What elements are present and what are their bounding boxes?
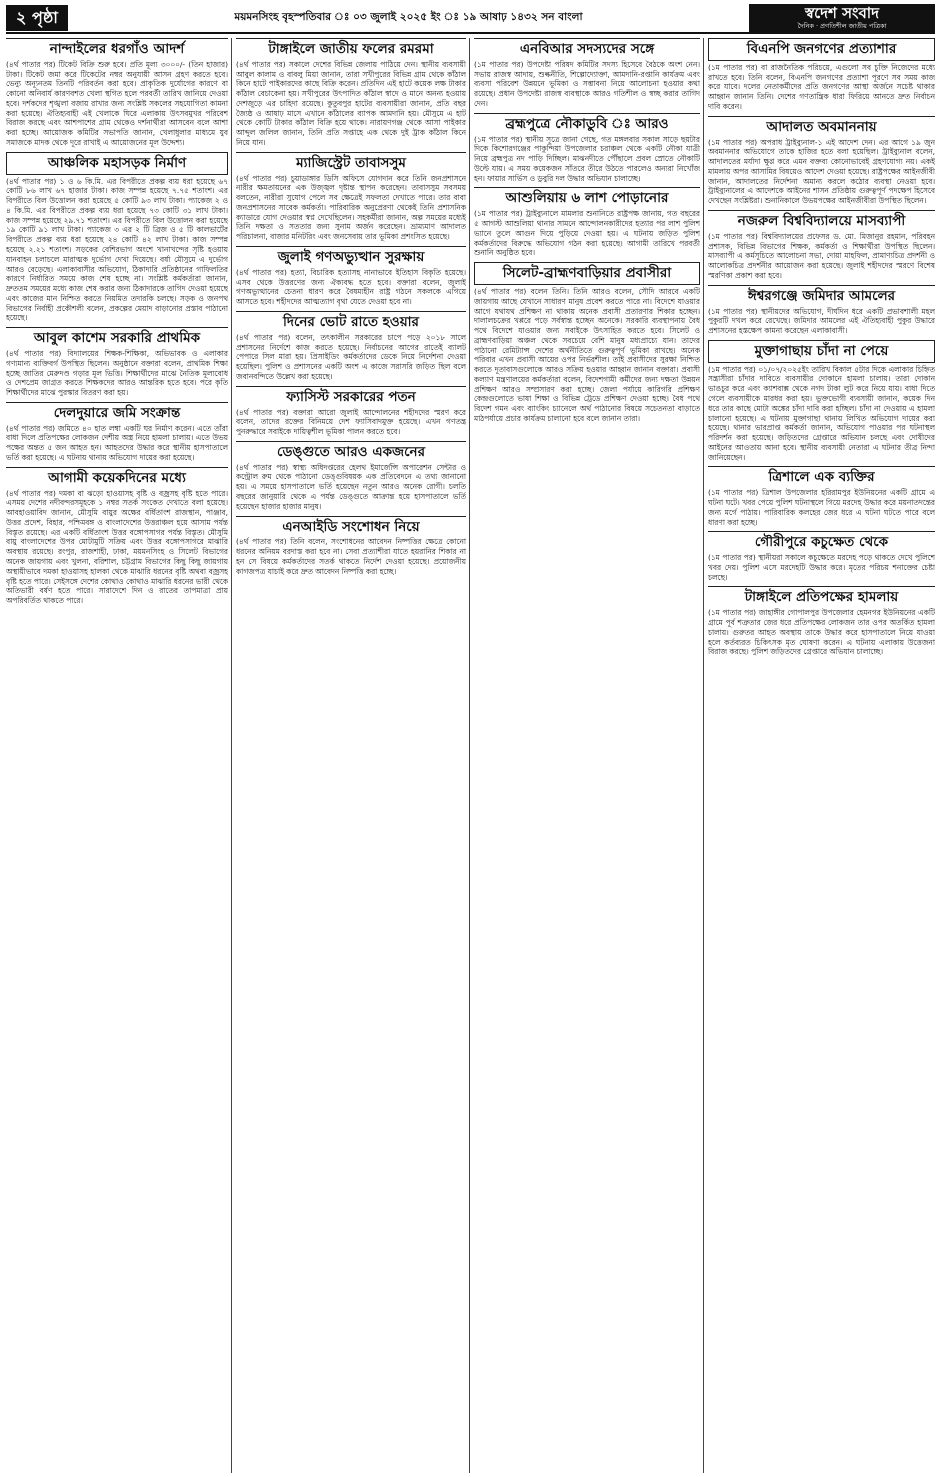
story-body: (১ম পাতার পর) বা রাজনৈতিক পরিচয়ে, এগুলো সব চুক্তি নিজেদের মধ্যে রাখতে হবে। তিনি বলেন, বিএনপি জনগণের প্রত্যাশা পূরণে সব সময় কাজ করে যাবে। দলের নেতাকর্মীদের প্রতি জনগণের আস্থা অর্জনে সচেষ্ট থাকার আহ্বান জানান তিনি। দেশের গণতান্ত্রিক ধারা ফিরিয়ে আনতে দ্রুত নির্বাচন দাবি করেন। [708,62,935,111]
story-body: (১ম পাতার পর) ট্রাইব্যুনালে মামলার শুনানিতে রাষ্ট্রপক্ষ জানায়, গত বছরের ৫ আগস্ট আশুলিয়া থানার সামনে আন্দোলনকারীদের হত্যার পর লাশ পুলিশ ভ্যানে তুলে আগুন দিয়ে পুড়িয়ে দেওয়া হয়। এ ঘটনায় জড়িত পুলিশ কর্মকর্তাদের বিরুদ্ধে অভিযোগ গঠন করা হয়েছে। আগামী তারিখে পরবর্তী শুনানি অনুষ্ঠিত হবে। [474,209,700,258]
story-body: (১ম পাতার পর) অপরাধ ট্রাইব্যুনাল-১ এই আদেশ দেন। এর আগে ১৯ জুন অবমাননার অভিযোগে তাকে হাজির হতে বলা হয়েছিল। ট্রাইব্যুনাল বলেন, আদালতের মর্যাদা ক্ষুণ্ণ করে এমন বক্তব্য কোনোভাবেই গ্রহণযোগ্য নয়। একই মামলায় অপর আসামির বিষয়েও আদেশ দেওয়া হয়েছে। রাষ্ট্রপক্ষের আইনজীবী জানান, আদালতের নির্দেশনা অমান্য করলে কঠোর ব্যবস্থা নেওয়া হবে। ট্রাইব্যুনালের এ আদেশকে আইনের শাসন প্রতিষ্ঠায় গুরুত্বপূর্ণ পদক্ষেপ হিসেবে দেখছেন সংশ্লিষ্টরা। শুনানিকালে উভয়পক্ষের আইনজীবীরা উপস্থিত ছিলেন। [708,137,935,206]
story-headline: ঈশ্বরগঞ্জে জমিদার আমলের [708,285,935,305]
story-headline: এনবিআর সদস্যদের সঙ্গে [474,38,700,58]
story-body: (৪র্থ পাতার পর) তিনি বলেন, সংশোধনের আবেদন নিষ্পত্তির ক্ষেত্রে কোনো ধরনের অনিয়ম বরদাস্ত করা হবে না। সেবা প্রত্যাশীরা যাতে হয়রানির শিকার না হন সে বিষয়ে কর্মকর্তাদের সতর্ক থাকতে নির্দেশ দেওয়া হয়েছে। প্রয়োজনীয় কাগজপত্র যাচাই করে দ্রুত আবেদন নিষ্পত্তি করা হচ্ছে। [236,537,466,576]
story-headline: ফ্যাসিস্ট সরকারের পতন [236,386,466,406]
story [708,531,935,582]
story-headline: ত্রিশালে এক ব্যক্তির [708,466,935,486]
story [474,262,700,424]
story [6,402,228,463]
story-headline: নান্দাইলের ধরগাঁও আদর্শ [6,38,228,58]
story [708,38,935,112]
story-headline: ব্রহ্মপুত্রে নৌকাডুবি ঃ আরও [474,113,700,133]
story-headline: আগামী কয়েকদিনের মধ্যে [6,467,228,487]
story [6,152,228,323]
story [474,187,700,258]
story-body: (৪র্থ পাতার পর) বলেন তিনি। তিনি আরও বলেন, সৌদি আরবে একটি জায়গায় আছে যেখানে সাধারণ মানুষ প্রবেশ করতে পারে না। বিদেশে যাওয়ার আগে যথাযথ প্রশিক্ষণ না থাকায় অনেক প্রবাসী প্রতারণার শিকার হচ্ছেন। দালালচক্রের খপ্পরে পড়ে সর্বস্বান্ত হচ্ছেন অনেকে। সরকারি ব্যবস্থাপনায় বৈধ পথে বিদেশে যাওয়ার জন্য সবাইকে উৎসাহিত করতে হবে। সিলেট ও ব্রাহ্মণবাড়িয়া অঞ্চল থেকে সবচেয়ে বেশি মানুষ মধ্যপ্রাচ্যে যান। তাদের পাঠানো রেমিট্যান্স দেশের অর্থনীতিতে গুরুত্বপূর্ণ ভূমিকা রাখছে। অনেক পরিবার এখন প্রবাসী আয়ের ওপর নির্ভরশীল। তাই প্রবাসীদের সুরক্ষা নিশ্চিত করতে দূতাবাসগুলোকে আরও সক্রিয় হওয়ার আহ্বান জানান বক্তারা। প্রবাসী কল্যাণ মন্ত্রণালয়ের কর্মকর্তারা বলেন, বিদেশগামী কর্মীদের জন্য দক্ষতা উন্নয়ন প্রশিক্ষণ আরও সম্প্রসারণ করা হচ্ছে। জেলা পর্যায়ে কারিগরি প্রশিক্ষণ কেন্দ্রগুলোতে ভাষা শিক্ষা ও বিভিন্ন ট্রেডে প্রশিক্ষণ দেওয়া হচ্ছে। বৈধ পথে বিদেশ গমন এবং ব্যাংকিং চ্যানেলে অর্থ পাঠানোর বিষয়ে সচেতনতা বাড়াতে মাঠপর্যায়ে প্রচার কার্যক্রম চালানো হবে বলে জানান তারা। [474,286,700,423]
column-2 [236,38,466,1473]
column-4 [708,38,935,1473]
story-headline: এনআইডি সংশোধন নিয়ে [236,516,466,536]
story-headline: দেলদুয়ারে জমি সংক্রান্ত [6,402,228,422]
story [474,113,700,184]
newspaper-logo [749,4,935,32]
story-headline: টাঙ্গাইলে প্রতিপক্ষের হামলায় [708,586,935,606]
story [474,38,700,109]
story-body: (১ম পাতার পর) উপদেষ্টা পরিষদ কমিটির সদস্য হিসেবে বৈঠকে অংশ নেন। সভায় রাজস্ব আদায়, শুল্কনীতি, শিল্পোদ্যোক্তা, আমদানি-রপ্তানি কার্যক্রম এবং ব্যবসা পরিবেশ উন্নয়নে ভূমিকা ও সম্ভাবনা নিয়ে আলোচনা হওয়ার কথা রয়েছে। প্রধান উপদেষ্টা রাজস্ব ব্যবস্থাকে আরও গতিশীল ও স্বচ্ছ করার তাগিদ দেন। [474,59,700,108]
story-headline: আদালত অবমাননায় [708,116,935,136]
story-headline: ম্যাজিস্ট্রেট তাবাসসুম [236,152,466,172]
column-3 [474,38,700,1473]
column-divider [469,38,470,1473]
story-body: (১ম পাতার পর) বিশ্ববিদ্যালয়ের প্রফেসর ড. মো. মিজানুর রহমান, পরিবহন প্রশাসক, বিভিন্ন বিভাগের শিক্ষক, কর্মকর্তা ও শিক্ষার্থীরা উপস্থিত ছিলেন। মাসব্যাপী এ কর্মসূচিতে আলোচনা সভা, দোয়া মাহফিল, প্রামাণ্যচিত্র প্রদর্শনী ও আলোকচিত্র প্রদর্শনীর আয়োজন করা হয়েছে। জুলাই শহীদদের স্মরণে বিশেষ স্মরণিকা প্রকাশ করা হবে। [708,231,935,280]
story-headline: জুলাই গণঅভ্যুত্থান সুরক্ষায় [236,246,466,266]
story-body: (১ম পাতার পর) জাহাঙ্গীর গোপালপুর উপজেলার হেমনগর ইউনিয়নের একটি গ্রামে পূর্ব শত্রুতার জের ধরে প্রতিপক্ষের লোকজন তার ওপর অতর্কিত হামলা চালায়। গুরুতর আহত অবস্থায় তাকে উদ্ধার করে হাসপাতালে নিয়ে যাওয়া হলে কর্তব্যরত চিকিৎসক মৃত ঘোষণা করেন। এ ঘটনায় এলাকায় উত্তেজনা বিরাজ করছে। পুলিশ জড়িতদের গ্রেপ্তারে অভিযান চালাচ্ছে। [708,608,935,657]
story [236,516,466,577]
story [236,152,466,242]
story [6,327,228,398]
story [236,38,466,148]
column-divider [703,38,704,1473]
story-body: (৪র্থ পাতার পর) ১ ও ৬ কি.মি. এর বিপরীতে প্রকল্প ব্যয় ধরা হয়েছে ৬৭ কোটি ৮৬ লাখ ৬৭ হাজার টাকা। কাজ সম্পন্ন হয়েছে ৭.৭৫ শতাংশ। এর বিপরীতে বিল উত্তোলন করা হয়েছে ৫ কোটি ৯৩ লাখ টাকা। প্যাকেজ ২ ও ৪ কি.মি. এর বিপরীতে প্রকল্প ব্যয় ধরা হয়েছে ৭৩ কোটি ৩১ লাখ টাকা। কাজ সম্পন্ন হয়েছে ২৯.৭১ শতাংশ। এর বিপরীতে বিল উত্তোলন করা হয়েছে ১৯ কোটি ৯১ লাখ টাকা। প্যাকেজ ৩ এর ২ টি ব্রিজ ও ৫ টি কালভার্টের বিপরীতে প্রকল্প ব্যয় ধরা হয়েছে ২৪ কোটি ৪২ লাখ টাকা। কাজ সম্পন্ন হয়েছে ২.২১ শতাংশ। সড়কের বেশিরভাগ অংশে খানাখন্দের সৃষ্টি হওয়ায় যানবাহন চলাচলে মারাত্মক দুর্ভোগ দেখা দিয়েছে। বর্ষা মৌসুমে এ দুর্ভোগ আরও বেড়েছে। এলাকাবাসীর অভিযোগ, ঠিকাদারি প্রতিষ্ঠানের গাফিলতির কারণে নির্ধারিত সময়ে কাজ শেষ হচ্ছে না। সংশ্লিষ্ট কর্মকর্তারা জানান, দ্রুততম সময়ের মধ্যে কাজ শেষ করার জন্য ঠিকাদারকে তাগিদ দেওয়া হয়েছে এবং কাজের মান নিশ্চিত করতে নিয়মিত তদারকি চলছে। সড়ক ও জনপথ বিভাগের নির্বাহী প্রকৌশলী বলেন, প্রকল্পের মেয়াদ বাড়ানোর প্রস্তাব পাঠানো হয়েছে। [6,176,228,323]
page-number-badge: ২ পৃষ্ঠা [6,5,68,31]
column-divider [231,38,232,1473]
story [236,441,466,512]
story [6,38,228,148]
story-headline: সিলেট-ব্রাহ্মণবাড়িয়ার প্রবাসীরা [474,262,700,285]
newspaper-tagline: দৈনিক · প্রগতিশীল জাতীয় পত্রিকা [797,22,887,31]
story-body: (৪র্থ পাতার পর) সকালে দেশের বিভিন্ন জেলায় পাঠিয়ে দেন। স্থানীয় ব্যবসায়ী আবুল কালাম ও বাবলু মিয়া জানান, তারা সখীপুরের বিভিন্ন গ্রাম থেকে কাঁঠাল কিনে হাটে পাইকারদের কাছে বিক্রি করেন। প্রতিদিন এই হাটে কয়েক লক্ষ টাকার কাঁঠাল বেচাকেনা হয়। সখীপুরের উৎপাদিত কাঁঠাল স্বাদে ও মানে অনন্য হওয়ায় দেশজুড়ে এর চাহিদা রয়েছে। কুতুবপুর হাটের ব্যবসায়ীরা জানান, প্রতি বছর জ্যৈষ্ঠ ও আষাঢ় মাসে এখানে কাঁঠালের ব্যাপক আমদানি হয়। মৌসুমে এ হাট থেকে কোটি টাকার কাঁঠাল বিক্রি হয়ে থাকে। নারায়ণগঞ্জ থেকে আসা পাইকার আব্দুল জলিল জানান, তিনি প্রতি সপ্তাহে এক থেকে দুই ট্রাক কাঁঠাল কিনে নিয়ে যান। [236,59,466,147]
story-headline: ডেঙ্গুতে আরও একজনের [236,441,466,461]
dateline: ময়মনসিংহ বৃহস্পতিবার ঃ ০৩ জুলাই ২০২৫ ইং ঃ ১৯ আষাঢ় ১৪৩২ সন বাংলা [234,10,583,23]
story-body: (১ম পাতার পর) ত্রিশাল উপজেলার হরিরামপুর ইউনিয়নের একটি গ্রামে এ ঘটনা ঘটে। খবর পেয়ে পুলিশ ঘটনাস্থলে গিয়ে মরদেহ উদ্ধার করে ময়নাতদন্তের জন্য মর্গে পাঠায়। পারিবারিক কলহের জের ধরে এ ঘটনা ঘটতে পারে বলে ধারণা করা হচ্ছে। [708,488,935,527]
story-headline: দিনের ভোট রাতে হওয়ার [236,311,466,331]
story-headline: নজরুল বিশ্ববিদ্যালয়ে মাসব্যাপী [708,210,935,230]
story [708,586,935,657]
story [708,210,935,281]
story-body: (৪র্থ পাতার পর) স্বাস্থ্য অধিদপ্তরের হেলথ ইমার্জেন্সি অপারেশন সেন্টার ও কন্ট্রোল রুম থেকে পাঠানো ডেঙ্গুবিষয়ক এক প্রতিবেদনে এ তথ্য জানানো হয়। এ সময়ে হাসপাতালে ভর্তি হয়েছেন নতুন আরও অনেক রোগী। চলতি বছরের জানুয়ারি থেকে এ পর্যন্ত ডেঙ্গুতে আক্রান্ত হয়ে হাসপাতালে ভর্তি হয়েছেন হাজার হাজার মানুষ। [236,462,466,511]
story-body: (১ম পাতার পর) স্থানীয়দের অভিযোগ, দীর্ঘদিন ধরে একটি প্রভাবশালী মহল পুকুরটি দখল করে রেখেছে। জমিদার আমলের এই ঐতিহ্যবাহী পুকুর উদ্ধারে প্রশাসনের হস্তক্ষেপ কামনা করেছেন এলাকাবাসী। [708,306,935,336]
story-body: (১ম পাতার পর) স্থানীয়রা সকালে কচুক্ষেতে মরদেহ পড়ে থাকতে দেখে পুলিশে খবর দেয়। পুলিশ এসে মরদেহটি উদ্ধার করে। মৃতের পরিচয় শনাক্তের চেষ্টা চলছে। [708,553,935,582]
story-body: (৪র্থ পাতার পর) বক্তারা আরো জুলাই আন্দোলনের শহীদদের স্মরণ করে বলেন, তাদের রক্তের বিনিময়ে দেশ ফ্যাসিবাদমুক্ত হয়েছে। এখন গণতন্ত্র পুনরুদ্ধারে সবাইকে দায়িত্বশীল ভূমিকা পালন করতে হবে। [236,407,466,437]
story-headline: টাঙ্গাইলে জাতীয় ফলের রমরমা [236,38,466,58]
story-headline: আঞ্চলিক মহাসড়ক নির্মাণ [6,152,228,175]
story-headline: আশুলিয়ায় ৬ লাশ পোড়ানোর [474,187,700,207]
story-body: (১ম পাতার পর) স্থানীয় সূত্রে জানা গেছে, গত মঙ্গলবার সকাল সাড়ে ছয়টার দিকে কিশোরগঞ্জের পাকুন্দিয়া উপজেলার চরাঞ্চল থেকে একটি নৌকা যাত্রী নিয়ে ব্রহ্মপুত্র নদ পাড়ি দিচ্ছিল। মাঝনদীতে পৌঁছালে প্রবল স্রোতে নৌকাটি উল্টে যায়। এ সময় কয়েকজন সাঁতরে তীরে উঠতে পারলেও অন্যরা নিখোঁজ হন। ফায়ার সার্ভিস ও ডুবুরি দল উদ্ধার অভিযান চালাচ্ছে। [474,134,700,183]
story [708,116,935,206]
story-headline: বিএনপি জনগণের প্রত্যাশার [708,38,935,61]
story-headline: গৌরীপুরে কচুক্ষেত থেকে [708,531,935,551]
story [708,285,935,336]
column-1 [6,38,228,1473]
masthead [6,4,935,34]
story [236,311,466,382]
story-body: (৪র্থ পাতার পর) টিকেট বিক্রি শুরু হবে। প্রতি মূল্য ৩০০০/- (তিন হাজার) টাকা। টিকেট জমা করে টিকেটের নম্বর অনুযায়ী আসন গ্রহণ করতে হবে। ভেন্যু অন্যূনতম তিনটি পরিবর্তন করা হবে। প্রাকৃতিক দুর্যোগের কারণে বা কোনো অনিবার্য কারণবশত খেলা স্থগিত হলে পরবর্তী তারিখ জানিয়ে দেওয়া হবে। দর্শকদের শৃঙ্খলা বজায় রাখার জন্য সংশ্লিষ্ট সকলের সহযোগিতা কামনা করা হয়েছে। ঐতিহ্যবাহী এই খেলাকে ঘিরে এলাকায় উৎসবমুখর পরিবেশ বিরাজ করছে এবং আশপাশের গ্রাম থেকেও দর্শনার্থীরা আসবেন বলে আশা করা হচ্ছে। আয়োজক কমিটির সভাপতি জানান, খেলাধুলার মাধ্যমে যুব সমাজকে মাদক থেকে দূরে রাখাই এ আয়োজনের মূল উদ্দেশ্য। [6,59,228,147]
story-body: (৪র্থ পাতার পর) চুয়াডাঙ্গার ডিসি অফিসে যোগদান করে তিনি জনপ্রশাসনে নারীর ক্ষমতায়নের এক উজ্জ্বল দৃষ্টান্ত স্থাপন করেছেন। তাবাসসুম সবসময় বলতেন, নারীরা সুযোগ পেলে সব ক্ষেত্রেই সফলতা দেখাতে পারে। তার বাবা জনপ্রশাসনের সাবেক কর্মকর্তা। পারিবারিক অনুপ্রেরণা থেকেই তিনি প্রশাসনিক ক্যাডারে যোগ দেওয়ার স্বপ্ন দেখেছিলেন। সহকর্মীরা জানান, অল্প সময়ের মধ্যেই তিনি দক্ষতা ও সততার জন্য সুনাম অর্জন করেছেন। ভ্রাম্যমাণ আদালত পরিচালনা, বাজার মনিটরিং এবং জনসেবায় তার ভূমিকা প্রশংসিত হয়েছে। [236,173,466,242]
story [236,386,466,437]
story [6,467,228,606]
story-body: (৪র্থ পাতার পর) জমিতে ৪০ হাত লম্বা একটি ঘর নির্মাণ করেন। এতে তাঁরা বাধা দিলে প্রতিপক্ষের লোকজন দেশীয় অস্ত্র নিয়ে হামলা চালায়। এতে উভয় পক্ষের অন্তত ৫ জন আহত হন। আহতদের উদ্ধার করে স্থানীয় হাসপাতালে ভর্তি করা হয়েছে। এ ঘটনায় থানায় অভিযোগ দায়ের করা হয়েছে। [6,423,228,462]
story [708,340,935,463]
newspaper-name: স্বদেশ সংবাদ [804,4,880,23]
story [708,466,935,527]
story-headline: মুক্তাগাছায় চাঁদা না পেয়ে [708,340,935,363]
story-body: (১ম পাতার পর) ০১/০৭/২০২৫ইং তারিখ বিকাল ৫টার দিকে এলাকার চিহ্নিত সন্ত্রাসীরা চাঁদার দাবিতে ব্যবসায়ীর দোকানে হামলা চালায়। তারা দোকান ভাঙচুর করে এবং ক্যাশবাক্স থেকে নগদ টাকা লুট করে নিয়ে যায়। বাধা দিতে গেলে ব্যবসায়ীকে মারধর করা হয়। ভুক্তভোগী ব্যবসায়ী জানান, কয়েক দিন ধরে তার কাছে মোটা অঙ্কের চাঁদা দাবি করা হচ্ছিল। চাঁদা না দেওয়ায় এ হামলা চালানো হয়েছে। এ ঘটনায় মুক্তাগাছা থানায় লিখিত অভিযোগ দায়ের করা হয়েছে। থানার ভারপ্রাপ্ত কর্মকর্তা জানান, অভিযোগ পাওয়ার পর ঘটনাস্থল পরিদর্শন করা হয়েছে। জড়িতদের গ্রেপ্তারে অভিযান চলছে এবং দোষীদের আইনের আওতায় আনা হবে। স্থানীয় ব্যবসায়ী নেতারা এ ঘটনার তীব্র নিন্দা জানিয়েছেন। [708,364,935,462]
story-headline: আবুল কাশেম সরকারি প্রাথমিক [6,327,228,347]
story-body: (৪র্থ পাতার পর) হত্যা, বিচারিক হত্যাসহ নানাভাবে ইতিহাস বিকৃতি হয়েছে। এসব থেকে উত্তরণের জন্য ঐক্যবদ্ধ হতে হবে। বক্তারা বলেন, জুলাই গণঅভ্যুত্থানের চেতনা ধারণ করে বৈষম্যহীন রাষ্ট্র গঠনে সকলকে এগিয়ে আসতে হবে। শহীদদের আত্মত্যাগ বৃথা যেতে দেওয়া হবে না। [236,267,466,307]
story-body: (৪র্থ পাতার পর) দমকা বা ঝড়ো হাওয়াসহ বৃষ্টি ও বজ্রসহ বৃষ্টি হতে পারে। এসময় দেশের নদীবন্দরসমূহকে ১ নম্বর সতর্ক সংকেত দেখাতে বলা হয়েছে। আবহাওয়াবিদ জানান, মৌসুমি বায়ুর অক্ষের বর্ধিতাংশ রাজস্থান, পাঞ্জাব, উত্তর প্রদেশ, বিহার, পশ্চিমবঙ্গ ও বাংলাদেশের উত্তরাঞ্চল হয়ে আসাম পর্যন্ত বিস্তৃত রয়েছে। এর একটি বর্ধিতাংশ উত্তর বঙ্গোপসাগর পর্যন্ত বিস্তৃত। মৌসুমি বায়ু বাংলাদেশের উপর মোটামুটি সক্রিয় এবং উত্তর বঙ্গোপসাগরে মাঝারি অবস্থায় রয়েছে। রংপুর, রাজশাহী, ঢাকা, ময়মনসিংহ ও সিলেট বিভাগের অনেক জায়গায় এবং খুলনা, বরিশাল, চট্টগ্রাম বিভাগের কিছু কিছু জায়গায় অস্থায়ীভাবে দমকা হাওয়াসহ হালকা থেকে মাঝারি ধরনের বৃষ্টি অথবা বজ্রসহ বৃষ্টি হতে পারে। সেইসঙ্গে দেশের কোথাও কোথাও মাঝারি ধরনের ভারী থেকে অতিভারী বর্ষণ হতে পারে। সারাদেশে দিন ও রাতের তাপমাত্রা প্রায় অপরিবর্তিত থাকতে পারে। [6,488,228,606]
story-body: (৪র্থ পাতার পর) বলেন, তৎকালীন সরকারের চাপে পড়ে ২০১৮ সালে প্রশাসনের নির্দেশে কাজ করতে হয়েছে। নির্বাচনের আগের রাতেই ব্যালট পেপারে সিল মারা হয়। প্রিসাইডিং কর্মকর্তাদের ডেকে নিয়ে নির্দেশনা দেওয়া হয়েছিল। পুলিশ ও প্রশাসনের একটি অংশ এ কাজে সরাসরি জড়িত ছিল বলে জবানবন্দিতে উল্লেখ করা হয়েছে। [236,332,466,381]
story [236,246,466,307]
story-body: (৪র্থ পাতার পর) বিদ্যালয়ের শিক্ষক-শিক্ষিকা, অভিভাবক ও এলাকার গণ্যমান্য ব্যক্তিবর্গ উপস্থিত ছিলেন। অনুষ্ঠানে বক্তারা বলেন, প্রাথমিক শিক্ষা হচ্ছে জাতির মেরুদণ্ড গড়ার মূল ভিত্তি। শিক্ষার্থীদের মাঝে নৈতিক মূল্যবোধ ও দেশপ্রেম জাগ্রত করতে শিক্ষকদের আরও আন্তরিক হতে হবে। পরে কৃতি শিক্ষার্থীদের মাঝে পুরস্কার বিতরণ করা হয়। [6,349,228,398]
